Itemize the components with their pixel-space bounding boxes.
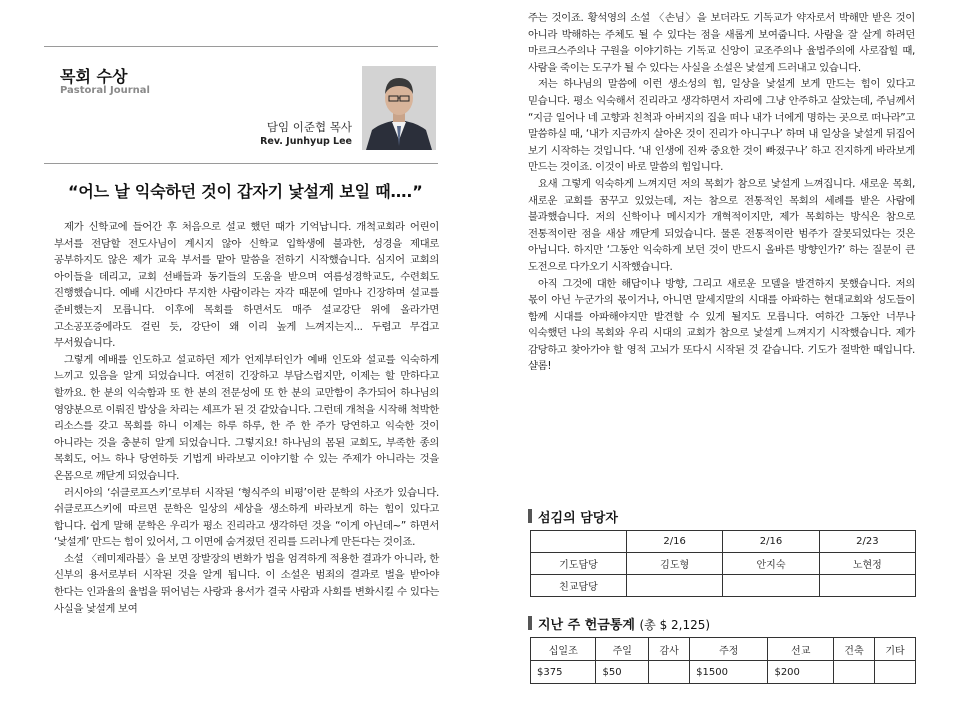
table-header-cell: 감사 xyxy=(649,638,690,661)
author-english-name: Rev. Junhyup Lee xyxy=(260,136,352,147)
table-row xyxy=(531,553,916,575)
offering-total: (총 $ 2,125) xyxy=(639,618,711,632)
table-cell xyxy=(833,661,874,684)
table-header-cell: 십일조 xyxy=(531,638,596,661)
table-cell: $1500 xyxy=(690,661,768,684)
table-cell xyxy=(819,575,915,597)
table-cell xyxy=(531,531,627,553)
table-cell: 기도담당 xyxy=(531,553,627,575)
duty-title-text: 섬김의 담당자 xyxy=(538,511,618,526)
table-cell: $200 xyxy=(768,661,833,684)
table-cell xyxy=(627,575,723,597)
paragraph: 소설 〈레미제라블〉을 보면 장발장의 변화가 법을 엄격하게 적용한 결과가 아니라, 한 신부의 용서로부터 시작된 것을 알게 됩니다. 이 소설은 범죄의 결과로 벌을 받아야 한다는 인과율의 율법을 뛰어넘는 사랑과 용서가 결국 사람과 사회를 변화시킬 수 있다는 사실을 낯설게 보여 xyxy=(54,552,439,615)
table-cell: 2/16 xyxy=(723,531,819,553)
author-name: 담임 이준협 목사 xyxy=(266,120,352,134)
table-cell: 노현정 xyxy=(819,553,915,575)
pastor-photo xyxy=(362,66,436,150)
table-cell xyxy=(649,661,690,684)
table-cell: $375 xyxy=(531,661,596,684)
table-row xyxy=(531,638,916,661)
paragraph: 저는 하나님의 말씀에 이런 생소성의 힘, 일상을 낯설게 보게 만드는 힘이 있다고 믿습니다. 평소 익숙해서 진리라고 생각하면서 자리에 그냥 안주하고 살았는데, 주님께서 “지금 일어나 네 고향과 친척과 아버지의 집을 떠나 내가 너에게 명하는 곳으로 떠나라”고 말씀하실 때, ‘내가 지금까지 살아온 것이 진리가 아니구나’ 하며 내 일상을 낯설게 뒤집어 보기 시작하는 것입니다. ‘내 인생에 진짜 중요한 것이 빠졌구나’ 하고 진지하게 바라보게 만드는 것이죠. 이것이 바로 말씀의 힘입니다. xyxy=(528,78,915,174)
table-cell: 2/23 xyxy=(819,531,915,553)
table-row xyxy=(531,575,916,597)
offering-section-title xyxy=(528,614,710,633)
table-cell: 친교담당 xyxy=(531,575,627,597)
table-cell: 김도형 xyxy=(627,553,723,575)
offering-title-text: 지난 주 헌금통계 xyxy=(538,618,635,633)
header-top-rule xyxy=(44,46,438,47)
table-header-cell: 주일 xyxy=(596,638,649,661)
paragraph: 제가 신학교에 들어간 후 처음으로 설교 했던 때가 기억납니다. 개척교회라 어린이 부서를 전담할 전도사님이 계시지 않아 신학교 입학생에 불과한, 성경을 제대로 공부하지도 않은 제가 교육 부서를 맡아 말씀을 전하기 시작했습니다. 심지어 교회의 아이들을 데리고, 교회 선배들과 동기들의 도움을 받으며 여름성경학교도, 수련회도 진행했습니다. 예배 시간마다 무지한 사람이라는 자각 때문에 얼마나 긴장하며 설교를 준비했는지 모릅니다. 이후에 목회를 하면서도 매주 설교강단 위에 올라가면 고소공포증에라도 걸린 듯, 강단이 왜 이리 높게 느껴지는지... 두렵고 무겁고 무서웠습니다. xyxy=(54,221,439,350)
paragraph: 주는 것이죠. 황석영의 소설 〈손님〉을 보더라도 기독교가 약자로서 박해만 받은 것이 아니라 박해하는 주체도 될 수 있다는 점을 새롭게 보여줍니다. 사람을 잘 살게 하려던 마르크스주의나 구원을 이야기하는 기독교 신앙이 교조주의나 율법주의에 사로잡힐 때, 사람을 죽이는 도구가 될 수 있다는 사실을 소설은 낯설게 드러내고 있습니다. xyxy=(528,12,915,74)
column-subtitle: Pastoral Journal xyxy=(60,85,150,96)
header-bottom-rule xyxy=(44,163,438,164)
table-cell: 안지숙 xyxy=(723,553,819,575)
table-cell xyxy=(874,661,915,684)
table-header-cell: 기타 xyxy=(874,638,915,661)
article-headline: “어느 날 익숙하던 것이 갑자기 낯설게 보일 때….” xyxy=(68,182,423,201)
table-cell: 2/16 xyxy=(627,531,723,553)
article-body-right xyxy=(528,10,915,375)
table-row xyxy=(531,531,916,553)
paragraph: 아직 그것에 대한 해답이나 방향, 그리고 새로운 모델을 발견하지 못했습니다. 저의 몫이 아닌 누군가의 몫이거나, 아니면 말세지말의 시대를 아파하는 현대교회와 성도들이 함께 시대를 아파해야지만 발견할 수 있게 될지도 모릅니다. 여하간 그동안 너무나 익숙했던 나의 목회와 우리 시대의 교회가 참으로 낯설게 느껴지기 시작했습니다. 제가 감당하고 찾아가야 할 영적 고뇌가 또다시 시작된 것 같습니다. 기도가 절박한 때입니다. 샬롬! xyxy=(528,277,915,373)
paragraph: 러시아의 ‘쉬클로프스키’로부터 시작된 ‘형식주의 비평’이란 문학의 사조가 있습니다. 쉬클로프스키에 따르면 문학은 일상의 세상을 생소하게 바라보게 하는 힘이 있다고 합니다. 쉽게 말해 문학은 우리가 평소 진리라고 생각하던 것을 “이게 아닌데~” 하면서 ‘낯설게’ 만드는 힘이 있어서, 그 이면에 숨겨졌던 진리를 드러나게 만든다는 것이죠. xyxy=(54,486,439,549)
table-header-cell: 건축 xyxy=(833,638,874,661)
article-body-left xyxy=(54,219,439,617)
paragraph: 요새 그렇게 익숙하게 느껴지던 저의 목회가 참으로 낯설게 느껴집니다. 새로운 목회, 새로운 교회를 꿈꾸고 있었는데, 저는 참으로 전통적인 목회의 세례를 받은 사람에 불과했습니다. 저의 신학이나 메시지가 개혁적이지만, 제가 목회하는 방식은 참으로 전통적이란 점을 새삼 깨닫게 되었습니다. 물론 전통적이란 범주가 잘못되었다는 것은 아닙니다. 하지만 ‘그동안 익숙하게 보던 것이 반드시 올바른 방향인가?’ 하는 질문이 큰 도전으로 다가오기 시작했습니다. xyxy=(528,177,915,273)
table-row xyxy=(531,661,916,684)
paragraph: 그렇게 예배를 인도하고 설교하던 제가 언제부터인가 예배 인도와 설교를 익숙하게 느끼고 있음을 알게 되었습니다. 여전히 긴장하고 부담스럽지만, 이제는 할 만하다고 할까요. 한 분의 익숙함과 또 한 분의 전문성에 또 한 분의 교만함이 추가되어 하나님의 영양분으로 이뤄진 밥상을 차리는 셰프가 된 것 같았습니다. 그런데 개척을 시작해 척박한 리소스를 갖고 목회를 하니 이제는 하루 하루, 한 주 한 주가 당연하고 익숙한 것이 아니라는 것을 충분히 알게 되었습니다. 그렇지요! 하나님의 몸된 교회도, 부족한 종의 목회도, 어느 하나 당연하듯 기법게 바라보고 이야기할 수 있는 주제가 아니라는 것을 온몸으로 깨닫게 되었습니다. xyxy=(54,353,439,482)
table-header-cell: 선교 xyxy=(768,638,833,661)
column-title: 목회 수상 xyxy=(60,67,128,86)
table-header-cell: 주정 xyxy=(690,638,768,661)
duty-section-title xyxy=(528,507,618,526)
table-cell: $50 xyxy=(596,661,649,684)
duty-table xyxy=(530,530,916,597)
table-cell xyxy=(723,575,819,597)
offering-table xyxy=(530,637,916,684)
